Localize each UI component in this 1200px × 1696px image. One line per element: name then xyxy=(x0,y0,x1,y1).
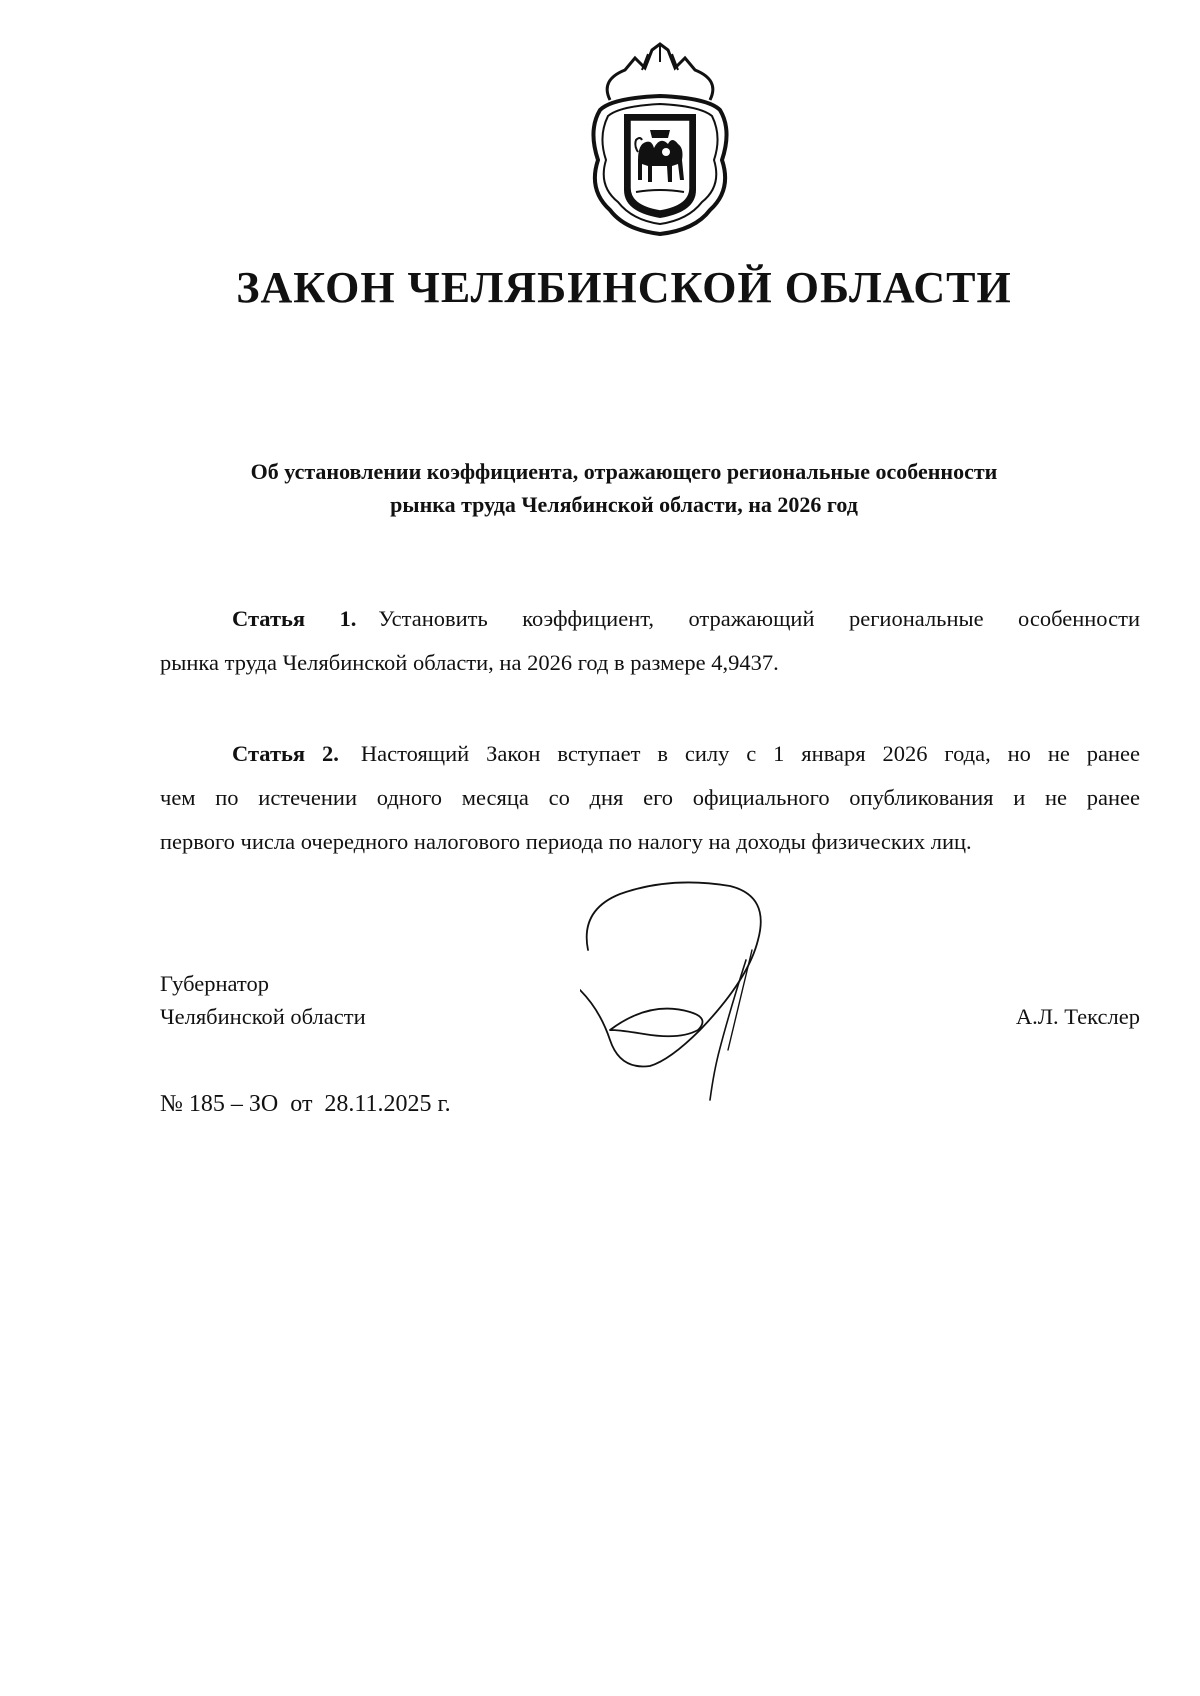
article-text-line: первого числа очередного налогового периода по налогу на доходы физических лиц. xyxy=(160,829,972,854)
signatory-name: А.Л. Текслер xyxy=(1015,1004,1140,1029)
article-text-line: рынка труда Челябинской области, на 2026 год в размере 4,9437. xyxy=(160,650,779,675)
signatory-title xyxy=(160,967,366,1033)
signatory-title-line: Челябинской области xyxy=(160,1004,366,1029)
article-label: Статья 1. xyxy=(232,606,357,631)
subtitle-line: рынка труда Челябинской области, на 2026 год xyxy=(390,492,858,517)
article-text-line: чем по истечении одного месяца со дня его официального опубликования и не ранее xyxy=(160,785,1140,810)
article-2 xyxy=(160,732,1140,864)
coat-of-arms-icon xyxy=(580,40,740,240)
document-number: № 185 – ЗО от 28.11.2025 г. xyxy=(160,1091,451,1117)
article-first-line xyxy=(160,732,1140,776)
article-text: Настоящий Закон вступает в силу с 1 января 2026 года, но не ранее xyxy=(360,741,1141,766)
signatory-title-line: Губернатор xyxy=(160,971,269,996)
article-text: Установить коэффициент, отражающий региональные особенности xyxy=(378,606,1140,631)
article-label: Статья 2. xyxy=(232,741,339,766)
article-first-line xyxy=(160,597,1140,641)
article-1 xyxy=(160,597,1140,685)
law-subtitle xyxy=(0,455,1200,521)
law-title: ЗАКОН ЧЕЛЯБИНСКОЙ ОБЛАСТИ xyxy=(236,263,1012,312)
signature-icon xyxy=(580,880,780,1110)
subtitle-line: Об установлении коэффициента, отражающего региональные особенности xyxy=(250,459,998,484)
